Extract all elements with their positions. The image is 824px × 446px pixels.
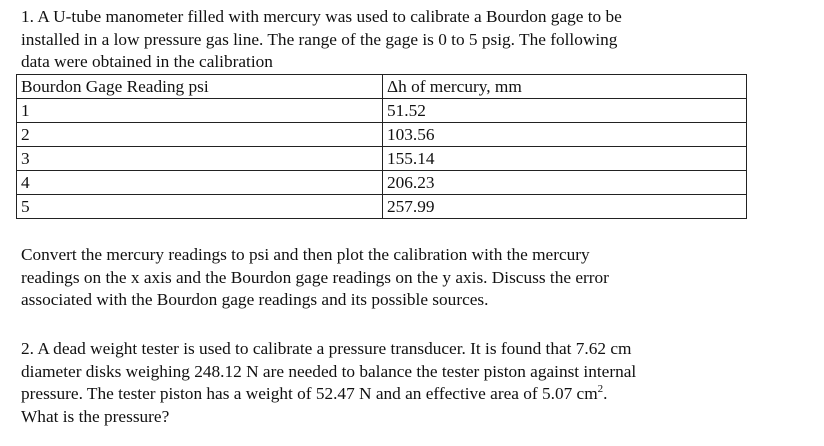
problem-1-instructions — [21, 244, 609, 312]
line-3-period: . — [603, 384, 608, 403]
problem-1-line-2: installed in a low pressure gas line. The range of the gage is 0 to 5 psig. The following — [21, 29, 618, 49]
table-row — [17, 99, 747, 123]
cell-mercury-height: 155.14 — [383, 147, 747, 171]
problem-1-line-3: data were obtained in the calibration — [21, 52, 273, 71]
problem-1-line-1: 1. A U-tube manometer filled with mercury was used to calibrate a Bourdon gage to be — [21, 7, 622, 26]
problem-2-statement — [21, 338, 636, 428]
cell-bourdon-reading: 1 — [17, 99, 383, 123]
cell-mercury-height: 206.23 — [383, 171, 747, 195]
problem-2-line-1: 2. A dead weight tester is used to calibrate a pressure transducer. It is found that 7.62 cm — [21, 339, 632, 358]
table-row — [17, 123, 747, 147]
header-mercury-height: Δh of mercury, mm — [383, 75, 747, 99]
problem-1-statement — [21, 6, 622, 74]
header-bourdon-reading: Bourdon Gage Reading psi — [17, 75, 383, 99]
problem-2-line-2: diameter disks weighing 248.12 N are needed to balance the tester piston against internal — [21, 361, 637, 381]
cell-mercury-height: 257.99 — [383, 195, 747, 219]
instructions-line-3: associated with the Bourdon gage readings and its possible sources. — [21, 290, 489, 309]
cell-mercury-height: 51.52 — [383, 99, 747, 123]
problem-2-line-4: What is the pressure? — [21, 406, 170, 426]
cell-bourdon-reading: 4 — [17, 171, 383, 195]
area-exponent: 2 — [597, 383, 604, 396]
table-header-row — [17, 75, 747, 99]
problem-2-line-3 — [21, 383, 636, 406]
cell-bourdon-reading: 5 — [17, 195, 383, 219]
table-row — [17, 195, 747, 219]
cell-bourdon-reading: 2 — [17, 123, 383, 147]
instructions-line-1: Convert the mercury readings to psi and then plot the calibration with the mercury — [21, 245, 590, 264]
table-row — [17, 171, 747, 195]
calibration-table — [16, 74, 747, 219]
problem-2-line-3-text: pressure. The tester piston has a weight of 52.47 N and an effective area of 5.07 cm — [21, 384, 598, 403]
cell-bourdon-reading: 3 — [17, 147, 383, 171]
cell-mercury-height: 103.56 — [383, 123, 747, 147]
instructions-line-2: readings on the x axis and the Bourdon gage readings on the y axis. Discuss the error — [21, 267, 609, 287]
table-row — [17, 147, 747, 171]
